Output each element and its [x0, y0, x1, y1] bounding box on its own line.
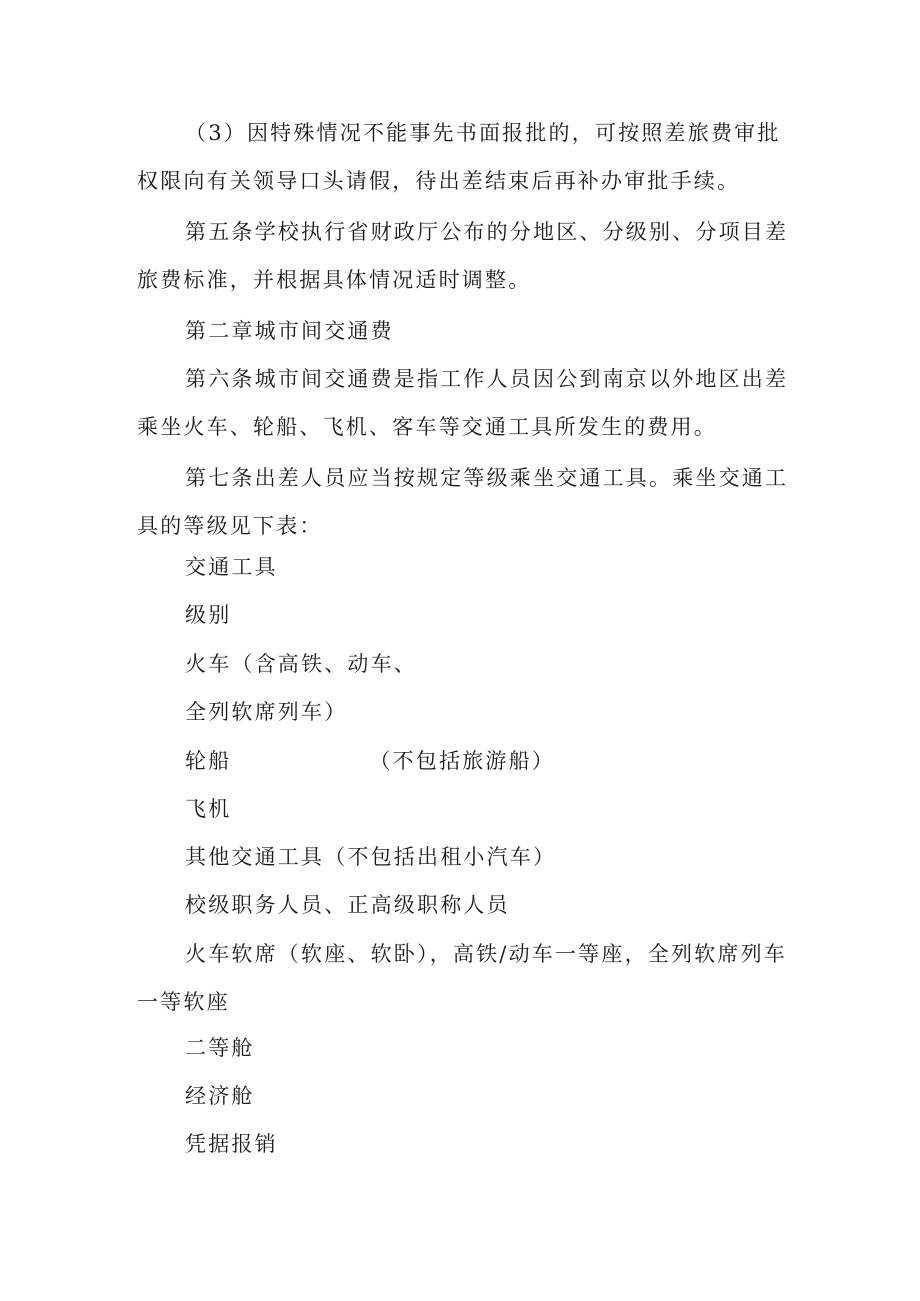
table-cell-plane-standard: 经济舱 — [185, 1084, 255, 1108]
table-cell-rank-title: 校级职务人员、正高级职称人员 — [185, 893, 510, 917]
table-header-transport: 交通工具 — [185, 555, 278, 579]
table-cell-plane: 飞机 — [185, 797, 232, 821]
paragraph-article-7: 第七条出差人员应当按规定等级乘坐交通工具。乘坐交通工具的等级见下表： — [137, 466, 789, 538]
ship-label: 轮船 — [185, 749, 232, 773]
paragraph-article-6: 第六条城市间交通费是指工作人员因公到南京以外地区出差乘坐火车、轮船、飞机、客车等交通工具所发生的费用。 — [137, 367, 789, 439]
table-cell-train-line1: 火车（含高铁、动车、 — [185, 652, 417, 676]
table-cell-train-line2: 全列软席列车） — [185, 700, 348, 724]
paragraph-article-5: 第五条学校执行省财政厅公布的分地区、分级别、分项目差旅费标准，并根据具体情况适时调整。 — [137, 220, 789, 292]
table-cell-ship-standard: 二等舱 — [185, 1036, 255, 1060]
table-cell-train-standard: 火车软席（软座、软卧），高铁/动车一等座，全列软席列车一等软座 — [137, 942, 787, 1014]
paragraph-special-circumstances: （3）因特殊情况不能事先书面报批的，可按照差旅费审批权限向有关领导口头请假，待出差结束后再补办审批手续。 — [137, 121, 781, 193]
chapter-2-heading: 第二章城市间交通费 — [185, 319, 394, 343]
ship-note: （不包括旅游船） — [369, 749, 556, 773]
table-cell-other-transport: 其他交通工具（不包括出租小汽车） — [185, 845, 557, 869]
table-cell-ship — [185, 737, 555, 785]
table-cell-other-standard: 凭据报销 — [185, 1132, 278, 1156]
table-header-level: 级别 — [185, 603, 232, 627]
